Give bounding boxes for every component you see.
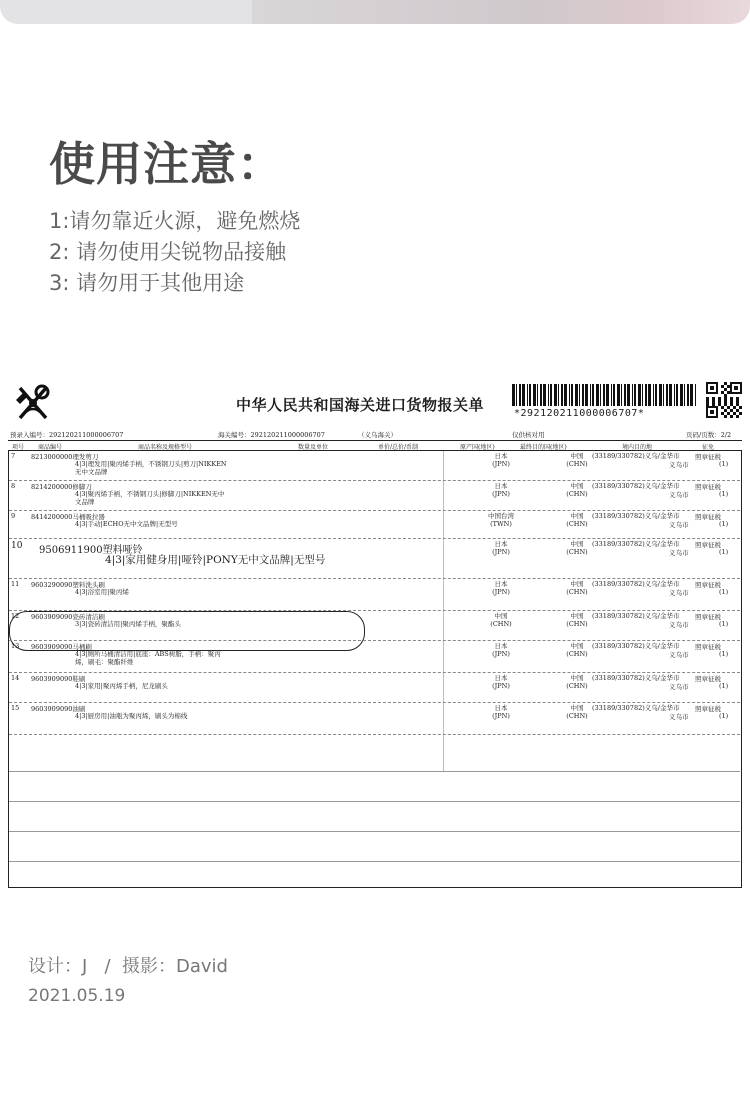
table-header [8,440,742,451]
destination-country-line: (CHN) [566,682,588,690]
commodity-code: 8214200000修脚刀 [31,483,92,491]
origin-country-line: 日本 [494,540,508,548]
commodity-spec [75,620,285,628]
origin-country-line: 日本 [494,482,508,490]
commodity-code: 8213000000理发剪刀 [31,453,99,461]
date: 2021.05.19 [28,986,126,1006]
table-row [9,481,740,511]
origin-country [479,540,523,556]
origin-country-line: (JPN) [492,588,510,596]
origin-country [479,452,523,468]
commodity-code: 9603909090油刷 [31,705,86,713]
qr-code-icon [706,382,742,418]
header-price: 单价/总价/币制 [378,444,419,451]
destination-country-line: 中国 [570,540,584,548]
origin-country-line: (JPN) [492,490,510,498]
verify-only-label: 仅供核对用 [512,431,545,439]
domestic-destination: (33189/330782)义乌/金华市 [592,482,680,490]
commodity-spec [75,682,285,690]
origin-country-line: 日本 [494,642,508,650]
empty-row-line [9,771,740,772]
table-row [9,673,740,703]
origin-country [479,642,523,658]
origin-country-line: (JPN) [492,460,510,468]
commodity-spec [75,460,285,476]
spec-line: 4|3|家用|聚丙烯手柄，尼龙刷头 [75,682,168,690]
domestic-city: 义乌市 [669,461,689,469]
domestic-destination: (33189/330782)义乌/金华市 [592,540,680,548]
tax-code: (1) [719,650,729,658]
destination-country-line: (CHN) [566,520,588,528]
origin-country-line: 日本 [494,452,508,460]
domestic-destination: (33189/330782)义乌/金华市 [592,612,680,620]
domestic-city: 义乌市 [669,683,689,691]
pre-entry-number: 预录入编号：292120211000006707 [10,431,124,439]
table-row [9,539,740,579]
destination-country-line: 中国 [570,452,584,460]
origin-country-line: 日本 [494,580,508,588]
origin-country-line: (JPN) [492,548,510,556]
origin-country [479,580,523,596]
origin-country-line: (JPN) [492,682,510,690]
customs-number: 海关编号：292120211000006707 [218,431,325,439]
destination-country-line: (CHN) [566,588,588,596]
domestic-city: 义乌市 [669,621,689,629]
tax-code: (1) [719,490,729,498]
tax-code: (1) [719,588,729,596]
destination-country-line: (CHN) [566,490,588,498]
spec-line: 无中文品牌 [75,468,108,476]
item-number: 13 [11,642,20,650]
header-item-no: 项号 [12,444,25,451]
note-3: 3: 请勿用于其他用途 [49,271,245,295]
domestic-destination: (33189/330782)义乌/金华市 [592,642,680,650]
empty-row-line [9,801,740,802]
tax-mode: 照章征税 [695,643,721,651]
commodity-code: 9506911900塑料哑铃 [39,545,143,556]
tax-mode: 照章征税 [695,483,721,491]
tax-code: (1) [719,460,729,468]
item-number: 9 [11,512,16,520]
commodity-spec [75,650,285,666]
item-number: 8 [11,482,16,490]
spec-line: 4|3|理发用|聚丙烯手柄，不锈钢刀头|剪刀|NIKKEN [75,460,227,468]
tax-mode: 照章征税 [695,541,721,549]
table-row [9,703,740,735]
header-name-spec: 商品名称及规格型号 [138,444,193,451]
table-row [9,451,740,481]
banner-left-segment [0,0,252,24]
domestic-city: 义乌市 [669,589,689,597]
origin-country-line: (JPN) [492,712,510,720]
commodity-spec [75,520,285,528]
destination-country-line: 中国 [570,482,584,490]
table-row [9,511,740,539]
domestic-destination: (33189/330782)义乌/金华市 [592,452,680,460]
item-number: 11 [11,580,20,588]
commodity-spec [75,588,285,596]
top-banner-strip [0,0,750,24]
origin-country-line: 中国 [494,612,508,620]
destination-country-line: 中国 [570,704,584,712]
spec-line: 4|3|厨房用|油瓶为聚丙烯，刷头为棉线 [75,712,188,720]
domestic-destination: (33189/330782)义乌/金华市 [592,674,680,682]
customs-emblem-icon [12,382,54,424]
destination-country [564,512,590,528]
commodity-code: 9603909090瓷砖清洁刷 [31,613,105,621]
tax-code: (1) [719,520,729,528]
destination-country [564,540,590,556]
spec-line: 文品牌 [75,498,95,506]
domestic-destination: (33189/330782)义乌/金华市 [592,512,680,520]
commodity-code: 9603290090塑料洗头刷 [31,581,105,589]
destination-country-line: 中国 [570,612,584,620]
spec-line: 4|3|家用健身用|哑铃|PONY无中文品牌|无型号 [105,554,326,566]
header-tax: 征免 [702,444,715,451]
item-number: 14 [11,674,20,682]
page-count: 页码/页数：2/2 [686,431,732,439]
tax-mode: 照章征税 [695,513,721,521]
destination-country-line: (CHN) [566,620,588,628]
origin-country [479,482,523,498]
destination-country [564,612,590,628]
credits: 设计：J / 摄影：David [28,956,228,977]
origin-country [479,512,523,528]
origin-country [479,674,523,690]
table-row [9,579,740,611]
destination-country-line: (CHN) [566,460,588,468]
table-row [9,611,740,641]
origin-country [479,704,523,720]
empty-row-line [9,861,740,862]
tax-code: (1) [719,548,729,556]
commodity-code: 9603909090鞋刷 [31,675,86,683]
spec-line: 4|3|浴室用|聚丙烯 [75,588,129,596]
destination-country-line: 中国 [570,512,584,520]
domestic-city: 义乌市 [669,491,689,499]
destination-country-line: 中国 [570,674,584,682]
domestic-city: 义乌市 [669,521,689,529]
tax-code: (1) [719,620,729,628]
item-number: 15 [11,704,20,712]
destination-country [564,482,590,498]
origin-country-line: (CHN) [490,620,512,628]
tax-mode: 照章征税 [695,705,721,713]
page-title: 使用注意： [49,137,284,191]
destination-country-line: (CHN) [566,712,588,720]
spec-line: 烯，刷毛：聚酯纤维 [75,658,134,666]
tax-mode: 照章征税 [695,613,721,621]
goods-table [8,451,742,888]
origin-country [479,612,523,628]
spec-line: 4|3|手动|ECHO无中文品牌|无型号 [75,520,178,528]
domestic-city: 义乌市 [669,549,689,557]
note-1: 1:请勿靠近火源，避免燃烧 [49,209,301,233]
banner-right-segment [252,0,750,24]
item-number: 10 [11,541,23,551]
destination-country-line: (CHN) [566,650,588,658]
origin-country-line: 日本 [494,674,508,682]
commodity-spec [75,712,285,720]
tax-code: (1) [719,712,729,720]
origin-country-line: 中国台湾 [488,512,514,520]
destination-country [564,452,590,468]
commodity-code: 9603909090马桶刷 [31,643,92,651]
usage-notes [49,206,300,299]
tax-mode: 照章征税 [695,453,721,461]
tax-mode: 照章征税 [695,675,721,683]
header-destination: 最终目的国(地区) [520,444,567,451]
commodity-spec [75,490,285,506]
destination-country-line: (CHN) [566,548,588,556]
destination-country [564,704,590,720]
header-origin: 原产国(地区) [460,444,495,451]
destination-country-line: 中国 [570,580,584,588]
barcode-number: *292120211000006707* [514,408,645,419]
spec-line: 4|3|聚丙烯手柄，不锈钢刀头|修脚刀|NIKKEN无中 [75,490,225,498]
barcode-icon [512,384,696,406]
empty-row-line [9,831,740,832]
customs-declaration-document [6,378,744,888]
domestic-destination: (33189/330782)义乌/金华市 [592,704,680,712]
domestic-city: 义乌市 [669,651,689,659]
domestic-city: 义乌市 [669,713,689,721]
origin-country-line: (TWN) [490,520,512,528]
table-row [9,641,740,673]
domestic-destination: (33189/330782)义乌/金华市 [592,580,680,588]
header-domestic-dest: 境内目的地 [622,444,653,451]
destination-country [564,674,590,690]
document-title: 中华人民共和国海关进口货物报关单 [236,396,485,414]
customs-port: （义乌海关） [358,431,397,439]
destination-country-line: 中国 [570,642,584,650]
spec-line: 3|3|瓷砖清洁用|聚丙烯手柄，聚酯头 [75,620,181,628]
commodity-spec [105,556,405,564]
tax-mode: 照章征税 [695,581,721,589]
tax-code: (1) [719,682,729,690]
origin-country-line: 日本 [494,704,508,712]
header-quantity: 数量及单位 [298,444,329,451]
destination-country [564,580,590,596]
spec-line: 4|3|厕所马桶清洁用|底座：ABS树脂，手柄：聚丙 [75,650,221,658]
header-code: 商品编号 [38,444,63,451]
item-number: 12 [11,612,20,620]
commodity-code: 8414200000马桶吸拉器 [31,513,105,521]
item-number: 7 [11,452,16,460]
origin-country-line: (JPN) [492,650,510,658]
destination-country [564,642,590,658]
note-2: 2: 请勿使用尖锐物品接触 [49,240,287,264]
